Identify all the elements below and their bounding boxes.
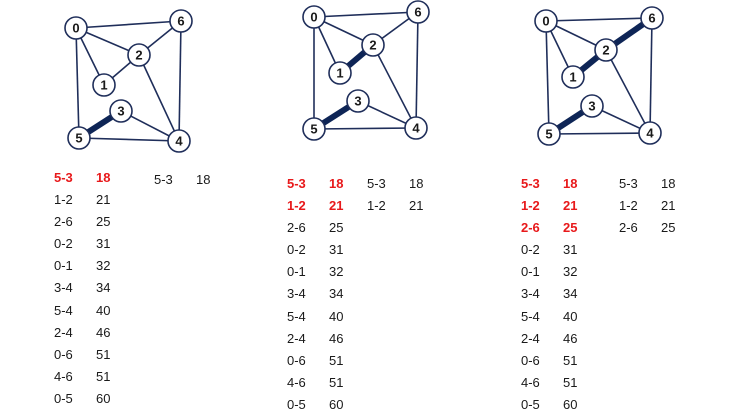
edge-weight: 51 xyxy=(329,374,344,390)
edge-name: 5-3 xyxy=(367,176,386,191)
edge-row xyxy=(54,388,126,410)
edge-row xyxy=(521,261,593,283)
node-label-1: 1 xyxy=(569,69,577,85)
graph-step-3 xyxy=(535,7,663,145)
graph-edge-0-6 xyxy=(314,12,418,17)
edge-name: 0-1 xyxy=(287,264,306,280)
edge-weight: 21 xyxy=(563,198,578,214)
edge-weight: 18 xyxy=(409,176,424,191)
edge-row xyxy=(287,195,359,217)
edge-row xyxy=(54,211,126,233)
edge-name: 5-4 xyxy=(287,308,306,324)
edge-weight: 18 xyxy=(563,176,578,191)
edge-weight: 46 xyxy=(563,330,578,346)
edge-name: 0-2 xyxy=(287,242,306,258)
edge-row xyxy=(619,195,691,217)
edge-row xyxy=(54,255,126,277)
edge-name: 3-4 xyxy=(287,286,306,302)
edge-name: 5-3 xyxy=(521,176,540,191)
edge-weight: 25 xyxy=(661,220,676,236)
graph-edge-2-4 xyxy=(139,55,179,141)
edge-name: 0-6 xyxy=(287,352,306,368)
graph-edge-4-5 xyxy=(314,128,416,129)
edge-weight: 40 xyxy=(563,308,578,324)
edge-row xyxy=(54,233,126,255)
edge-weight: 18 xyxy=(96,170,111,185)
edge-weight: 25 xyxy=(563,220,578,236)
graph-edge-4-6 xyxy=(416,12,418,128)
node-label-5: 5 xyxy=(545,126,553,142)
node-label-6: 6 xyxy=(414,4,422,20)
edge-name: 4-6 xyxy=(287,374,306,390)
edge-weight: 21 xyxy=(329,198,344,214)
edge-weight: 25 xyxy=(96,214,111,230)
edge-name: 2-6 xyxy=(287,220,306,236)
edge-name: 1-2 xyxy=(367,198,386,214)
edge-weight: 25 xyxy=(329,220,344,236)
edge-row xyxy=(287,394,359,416)
edge-row xyxy=(521,195,593,217)
edge-name: 0-6 xyxy=(54,346,73,362)
edge-row xyxy=(54,277,126,299)
edge-name: 2-4 xyxy=(54,324,73,340)
edge-row xyxy=(287,261,359,283)
edge-row xyxy=(521,173,593,195)
node-label-2: 2 xyxy=(135,47,143,63)
edge-name: 1-2 xyxy=(287,198,306,214)
graph-edge-4-5 xyxy=(79,138,179,141)
edge-name: 2-6 xyxy=(521,220,540,236)
edge-row xyxy=(287,217,359,239)
graph-edge-2-4 xyxy=(373,45,416,128)
edge-weight: 21 xyxy=(661,198,676,214)
edge-name: 1-2 xyxy=(619,198,638,214)
node-label-0: 0 xyxy=(72,20,80,36)
graph-edge-0-6 xyxy=(76,21,181,28)
edge-weight: 21 xyxy=(96,192,111,208)
edge-name: 1-2 xyxy=(521,198,540,214)
edge-row xyxy=(367,195,439,217)
edge-weight: 46 xyxy=(96,324,111,340)
edge-name: 0-5 xyxy=(521,396,540,412)
edge-name: 2-4 xyxy=(521,330,540,346)
node-label-4: 4 xyxy=(412,120,420,136)
sorted-edge-list-step-3 xyxy=(521,173,593,416)
edge-weight: 18 xyxy=(661,176,676,191)
node-label-2: 2 xyxy=(602,42,610,58)
edge-name: 0-5 xyxy=(287,396,306,412)
edge-row xyxy=(521,350,593,372)
edge-row xyxy=(521,394,593,416)
edge-weight: 18 xyxy=(196,172,211,187)
sorted-edge-list-step-1 xyxy=(54,167,126,410)
graph-edge-2-4 xyxy=(606,50,650,133)
edge-name: 5-3 xyxy=(54,170,73,185)
edge-row xyxy=(54,189,126,211)
edge-row xyxy=(619,173,691,195)
edge-name: 5-4 xyxy=(521,308,540,324)
edge-weight: 60 xyxy=(329,396,344,412)
edge-weight: 31 xyxy=(329,242,344,258)
edge-weight: 40 xyxy=(329,308,344,324)
edge-name: 2-4 xyxy=(287,330,306,346)
edge-name: 0-6 xyxy=(521,352,540,368)
edge-weight: 34 xyxy=(563,286,578,302)
edge-row xyxy=(287,372,359,394)
node-label-1: 1 xyxy=(336,65,344,81)
edge-name: 3-4 xyxy=(54,280,73,296)
edge-weight: 18 xyxy=(329,176,344,191)
edge-row xyxy=(287,239,359,261)
edge-weight: 34 xyxy=(96,280,111,296)
edge-weight: 60 xyxy=(563,396,578,412)
edge-row xyxy=(521,372,593,394)
node-label-0: 0 xyxy=(542,13,550,29)
graph-edge-0-6 xyxy=(546,18,652,21)
graph-edge-4-5 xyxy=(549,133,650,134)
graph-step-1 xyxy=(65,10,192,152)
mst-edge-list-step-1 xyxy=(154,169,226,191)
node-label-6: 6 xyxy=(177,13,185,29)
edge-row xyxy=(287,283,359,305)
node-label-3: 3 xyxy=(588,98,596,114)
edge-row xyxy=(54,322,126,344)
edge-name: 2-6 xyxy=(619,220,638,236)
edge-name: 0-5 xyxy=(54,390,73,406)
edge-name: 0-1 xyxy=(54,258,73,274)
edge-name: 0-2 xyxy=(54,236,73,252)
node-label-4: 4 xyxy=(646,125,654,141)
graph-edge-4-6 xyxy=(179,21,181,141)
node-label-3: 3 xyxy=(354,93,362,109)
node-label-2: 2 xyxy=(369,37,377,53)
edge-weight: 40 xyxy=(96,302,111,318)
node-label-6: 6 xyxy=(648,10,656,26)
node-label-5: 5 xyxy=(75,130,83,146)
edge-name: 3-4 xyxy=(521,286,540,302)
graph-edge-0-5 xyxy=(76,28,79,138)
node-label-1: 1 xyxy=(100,77,108,93)
edge-name: 5-3 xyxy=(619,176,638,191)
edge-name: 4-6 xyxy=(521,374,540,390)
mst-edge-list-step-2 xyxy=(367,173,439,217)
edge-row xyxy=(54,344,126,366)
edge-name: 5-3 xyxy=(154,172,173,187)
edge-weight: 60 xyxy=(96,390,111,406)
edge-row xyxy=(521,217,593,239)
graph-edge-0-5 xyxy=(546,21,549,134)
edge-weight: 32 xyxy=(329,264,344,280)
edge-row xyxy=(54,366,126,388)
edge-row xyxy=(287,173,359,195)
graph-edge-4-6 xyxy=(650,18,652,133)
edge-weight: 51 xyxy=(96,368,111,384)
edge-row xyxy=(521,328,593,350)
edge-row xyxy=(521,239,593,261)
edge-weight: 51 xyxy=(329,352,344,368)
edge-weight: 51 xyxy=(96,346,111,362)
graph-step-2 xyxy=(303,1,429,140)
edge-row xyxy=(521,306,593,328)
edge-weight: 31 xyxy=(96,236,111,252)
edge-weight: 51 xyxy=(563,374,578,390)
edge-name: 1-2 xyxy=(54,192,73,208)
edge-weight: 32 xyxy=(563,264,578,280)
edge-name: 4-6 xyxy=(54,368,73,384)
node-label-0: 0 xyxy=(310,9,318,25)
edge-name: 2-6 xyxy=(54,214,73,230)
edge-weight: 51 xyxy=(563,352,578,368)
edge-row xyxy=(154,169,226,191)
edge-row xyxy=(619,217,691,239)
node-label-5: 5 xyxy=(310,121,318,137)
edge-name: 0-1 xyxy=(521,264,540,280)
mst-edge-list-step-3 xyxy=(619,173,691,239)
edge-row xyxy=(287,328,359,350)
edge-weight: 32 xyxy=(96,258,111,274)
edge-weight: 34 xyxy=(329,286,344,302)
edge-name: 0-2 xyxy=(521,242,540,258)
sorted-edge-list-step-2 xyxy=(287,173,359,416)
edge-weight: 31 xyxy=(563,242,578,258)
edge-row xyxy=(287,350,359,372)
edge-name: 5-3 xyxy=(287,176,306,191)
node-label-4: 4 xyxy=(175,133,183,149)
edge-weight: 21 xyxy=(409,198,424,214)
edge-row xyxy=(287,306,359,328)
node-label-3: 3 xyxy=(117,103,125,119)
edge-row xyxy=(54,300,126,322)
edge-row xyxy=(367,173,439,195)
edge-row xyxy=(521,283,593,305)
edge-row xyxy=(54,167,126,189)
edge-name: 5-4 xyxy=(54,302,73,318)
edge-weight: 46 xyxy=(329,330,344,346)
